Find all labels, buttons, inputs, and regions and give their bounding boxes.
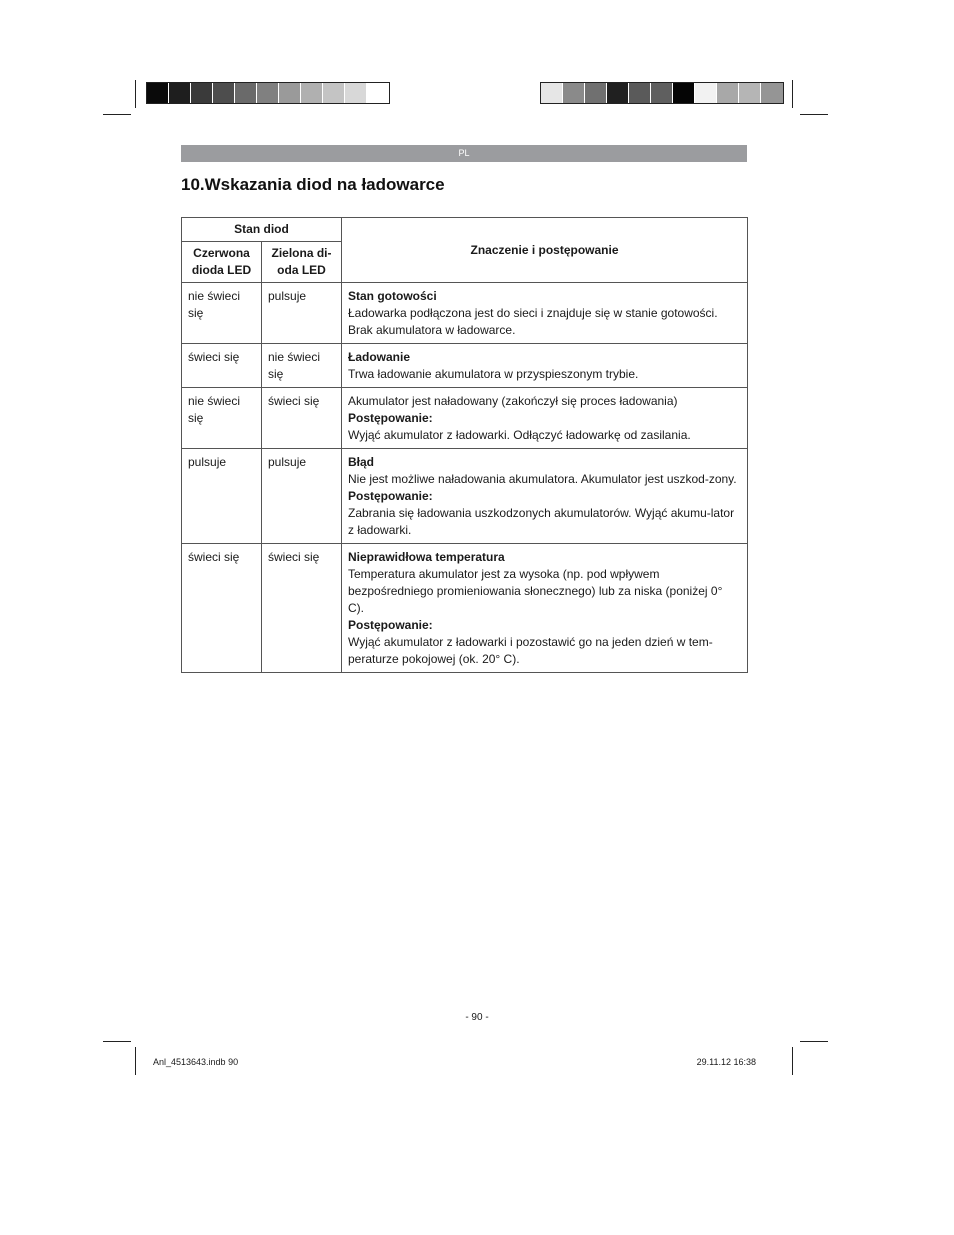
meaning-title: Błąd bbox=[348, 455, 375, 469]
meaning-text: Ładowarka podłączona jest do sieci i znajduje się w stanie gotowości. Brak akumulatora w ładowarce. bbox=[348, 306, 718, 337]
procedure-text: Wyjąć akumulator z ładowarki i pozostawić go na jeden dzień w tem-peraturze pokojowej (ok. 20° C). bbox=[348, 635, 713, 666]
procedure-label: Postępowanie: bbox=[348, 411, 433, 425]
color-swatch bbox=[695, 83, 717, 103]
meaning-title: Ładowanie bbox=[348, 350, 411, 364]
color-swatch bbox=[367, 83, 389, 103]
color-swatch bbox=[651, 83, 673, 103]
meaning-text: Trwa ładowanie akumulatora w przyspieszonym trybie. bbox=[348, 367, 639, 381]
table-row bbox=[182, 449, 748, 544]
color-swatch bbox=[323, 83, 345, 103]
color-swatch bbox=[761, 83, 783, 103]
meaning-cell bbox=[342, 544, 748, 673]
red-led-state: nie świeci się bbox=[182, 388, 262, 449]
green-led-state: świeci się bbox=[262, 388, 342, 449]
crop-mark bbox=[135, 1047, 136, 1075]
color-swatch bbox=[169, 83, 191, 103]
meaning-cell bbox=[342, 283, 748, 344]
color-swatch bbox=[235, 83, 257, 103]
red-led-state: świeci się bbox=[182, 344, 262, 388]
crop-mark bbox=[103, 114, 131, 115]
meaning-text: Temperatura akumulator jest za wysoka (np. pod wpływem bezpośredniego promieniowania słonecznego) lub za niska (poniżej 0° C). bbox=[348, 567, 723, 615]
crop-mark bbox=[792, 1047, 793, 1075]
color-swatch bbox=[607, 83, 629, 103]
table-row bbox=[182, 544, 748, 673]
color-swatch bbox=[257, 83, 279, 103]
green-led-state: pulsuje bbox=[262, 449, 342, 544]
led-indications-table bbox=[181, 217, 748, 673]
footer-file-info: Anl_4513643.indb 90 bbox=[153, 1057, 239, 1067]
table-row bbox=[182, 283, 748, 344]
color-swatch bbox=[541, 83, 563, 103]
meaning-cell bbox=[342, 449, 748, 544]
procedure-text: Wyjąć akumulator z ładowarki. Odłączyć ładowarkę od zasilania. bbox=[348, 428, 691, 442]
color-swatch bbox=[585, 83, 607, 103]
header-led-state: Stan diod bbox=[182, 218, 342, 242]
header-red-led: Czerwona dioda LED bbox=[182, 242, 262, 283]
meaning-title: Stan gotowości bbox=[348, 289, 437, 303]
green-led-state: pulsuje bbox=[262, 283, 342, 344]
header-green-led: Zielona di-oda LED bbox=[262, 242, 342, 283]
color-swatch bbox=[563, 83, 585, 103]
green-led-state: świeci się bbox=[262, 544, 342, 673]
section-title: 10.Wskazania diod na ładowarce bbox=[181, 175, 445, 194]
color-swatch bbox=[717, 83, 739, 103]
meaning-text: Akumulator jest naładowany (zakończył się proces ładowania) bbox=[348, 394, 678, 408]
color-swatch bbox=[629, 83, 651, 103]
meaning-cell bbox=[342, 344, 748, 388]
color-calibration-bar-right bbox=[540, 82, 784, 104]
crop-mark bbox=[800, 114, 828, 115]
procedure-text: Zabrania się ładowania uszkodzonych akumulatorów. Wyjąć akumu-lator z ładowarki. bbox=[348, 506, 735, 537]
green-led-state: nie świeci się bbox=[262, 344, 342, 388]
language-code: PL bbox=[458, 148, 470, 158]
crop-mark bbox=[103, 1041, 131, 1042]
table-header-row bbox=[182, 218, 748, 242]
red-led-state: świeci się bbox=[182, 544, 262, 673]
procedure-label: Postępowanie: bbox=[348, 618, 433, 632]
color-calibration-bar-left bbox=[146, 82, 390, 104]
crop-mark bbox=[135, 80, 136, 108]
meaning-title: Nieprawidłowa temperatura bbox=[348, 550, 505, 564]
meaning-text: Nie jest możliwe naładowania akumulatora. Akumulator jest uszkod-zony. bbox=[348, 472, 737, 486]
procedure-label: Postępowanie: bbox=[348, 489, 433, 503]
footer-datetime: 29.11.12 16:38 bbox=[696, 1057, 756, 1067]
color-swatch bbox=[739, 83, 761, 103]
color-swatch bbox=[301, 83, 323, 103]
header-meaning: Znaczenie i postępowanie bbox=[342, 218, 748, 283]
table-row bbox=[182, 388, 748, 449]
color-swatch bbox=[279, 83, 301, 103]
color-swatch bbox=[147, 83, 169, 103]
red-led-state: nie świeci się bbox=[182, 283, 262, 344]
color-swatch bbox=[345, 83, 367, 103]
crop-mark bbox=[792, 80, 793, 108]
table-row bbox=[182, 344, 748, 388]
language-header-band bbox=[181, 145, 747, 162]
color-swatch bbox=[191, 83, 213, 103]
crop-mark bbox=[800, 1041, 828, 1042]
meaning-cell bbox=[342, 388, 748, 449]
color-swatch bbox=[673, 83, 695, 103]
red-led-state: pulsuje bbox=[182, 449, 262, 544]
color-swatch bbox=[213, 83, 235, 103]
page-number: - 90 - bbox=[465, 1012, 489, 1023]
